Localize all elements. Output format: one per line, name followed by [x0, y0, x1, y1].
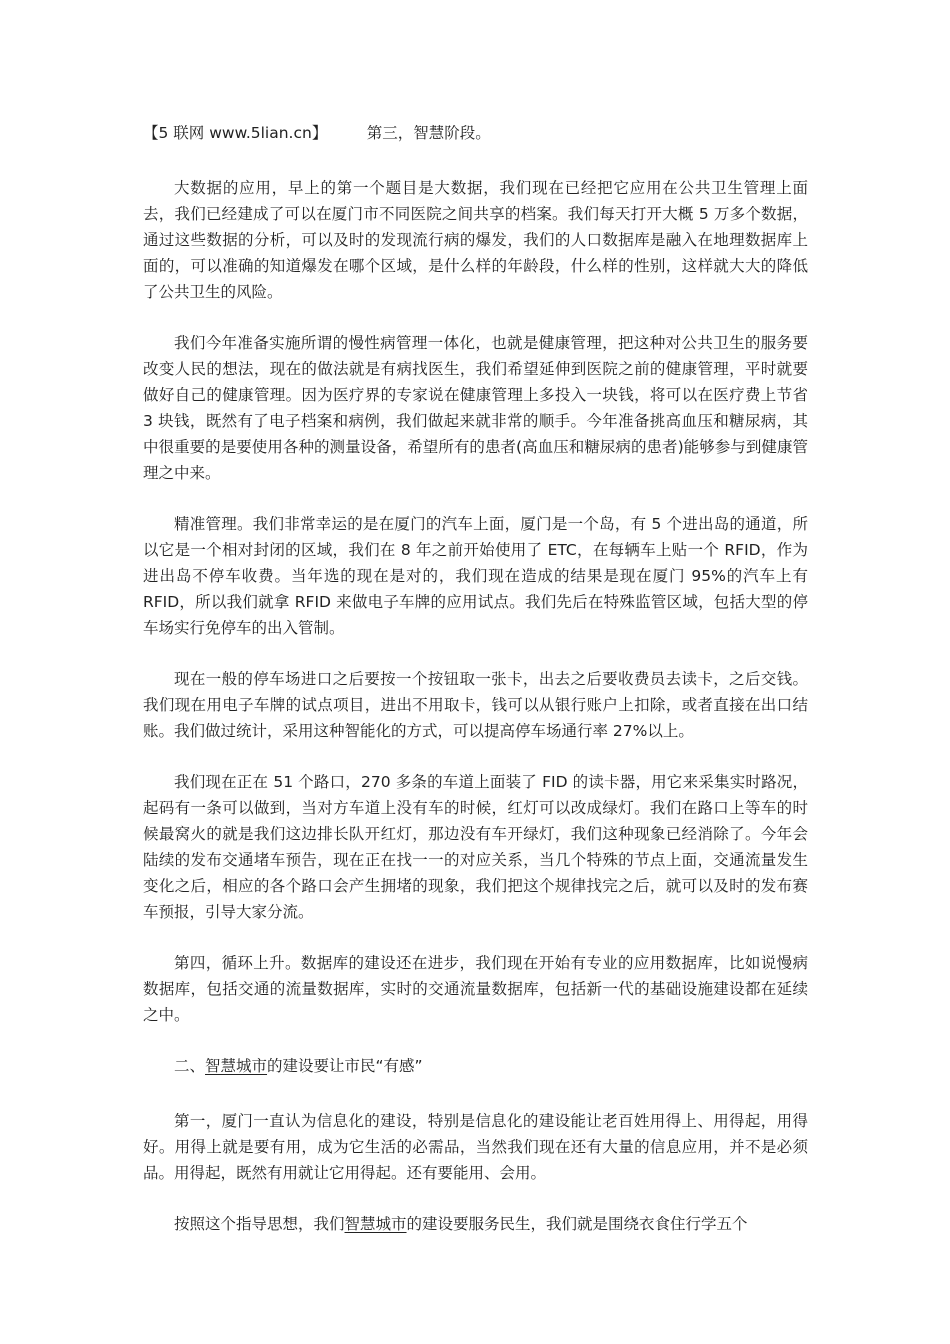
heading-suffix: 的建设要让市民“有感” [267, 1057, 423, 1075]
paragraph-cycle: 第四，循环上升。数据库的建设还在进步，我们现在开始有专业的应用数据库，比如说慢病数据库，包括交通的流量数据库，实时的交通流量数据库，包括新一代的基础设施建设都在延续之中。 [143, 954, 808, 1024]
paragraph-big-data: 大数据的应用，早上的第一个题目是大数据，我们现在已经把它应用在公共卫生管理上面去，我们已经建成了可以在厦门市不同医院之间共享的档案。我们每天打开大概 5 万多个数据，通过这些数据的分析，可以及时的发现流行病的爆发，我们的人口数据库是融入在地理数据库上面的，可以准确的知道爆发在哪个区域，是什么样的年龄段，什么样的性别，这样就大大的降低了公共卫生的风险。 [143, 179, 808, 301]
document-page [143, 120, 808, 1262]
smart-city-link[interactable]: 智慧城市 [205, 1057, 268, 1075]
paragraph-parking: 现在一般的停车场进口之后要按一个按钮取一张卡，出去之后要收费员去读卡，之后交钱。我们现在用电子车牌的试点项目，进出不用取卡，钱可以从银行账户上扣除，或者直接在出口结账。我们做过统计，采用这种智能化的方式，可以提高停车场通行率 27%以上。 [143, 670, 808, 740]
paragraph-health-management: 我们今年准备实施所谓的慢性病管理一体化，也就是健康管理，把这种对公共卫生的服务要改变人民的想法，现在的做法就是有病找医生，我们希望延伸到医院之前的健康管理，平时就要做好自己的健康管理。因为医疗界的专家说在健康管理上多投入一块钱，将可以在医疗费上节省 3 块钱，既然有了电子档案和病例，我们做起来就非常的顺手。今年准备挑高血压和糖尿病，其中很重要的是要使用各种的测量设备，希望所有的患者(高血压和糖尿病的患者)能够参与到健康管理之中来。 [143, 334, 808, 482]
source-line [143, 120, 808, 146]
smart-city-link[interactable]: 智慧城市 [344, 1215, 407, 1233]
paragraph-guiding-idea [143, 1211, 808, 1237]
guiding-prefix: 按照这个指导思想，我们 [174, 1215, 345, 1233]
paragraph-first-principle: 第一，厦门一直认为信息化的建设，特别是信息化的建设能让老百姓用得上、用得起，用得好。用得上就是要有用，成为它生活的必需品，当然我们现在还有大量的信息应用，并不是必须品。用得起，既然有用就让它用得起。还有要能用、会用。 [143, 1112, 808, 1182]
section-heading [143, 1053, 808, 1079]
guiding-suffix: 的建设要服务民生，我们就是围绕衣食住行学五个 [406, 1215, 748, 1233]
source-tag: 【5 联网 www.5lian.cn】 [143, 124, 328, 142]
section-title: 第三，智慧阶段。 [366, 124, 491, 142]
paragraph-traffic: 我们现在正在 51 个路口，270 多条的车道上面装了 FID 的读卡器，用它来采集实时路况，起码有一条可以做到，当对方车道上没有车的时候，红灯可以改成绿灯。我们在路口上等车的时候最窝火的就是我们这边排长队开红灯，那边没有车开绿灯，我们这种现象已经消除了。今年会陆续的发布交通堵车预告，现在正在找一一的对应关系，当几个特殊的节点上面，交通流量发生变化之后，相应的各个路口会产生拥堵的现象，我们把这个规律找完之后，就可以及时的发布赛车预报，引导大家分流。 [143, 773, 808, 921]
heading-prefix: 二、 [174, 1057, 206, 1075]
paragraph-precise-management: 精准管理。我们非常幸运的是在厦门的汽车上面，厦门是一个岛，有 5 个进出岛的通道，所以它是一个相对封闭的区域，我们在 8 年之前开始使用了 ETC，在每辆车上贴一个 RFID，作为进出岛不停车收费。当年选的现在是对的，我们现在造成的结果是现在厦门 95%的汽车上有 RFID，所以我们就拿 RFID 来做电子车牌的应用试点。我们先后在特殊监管区域，包括大型的停车场实行免停车的出入管制。 [143, 515, 808, 637]
